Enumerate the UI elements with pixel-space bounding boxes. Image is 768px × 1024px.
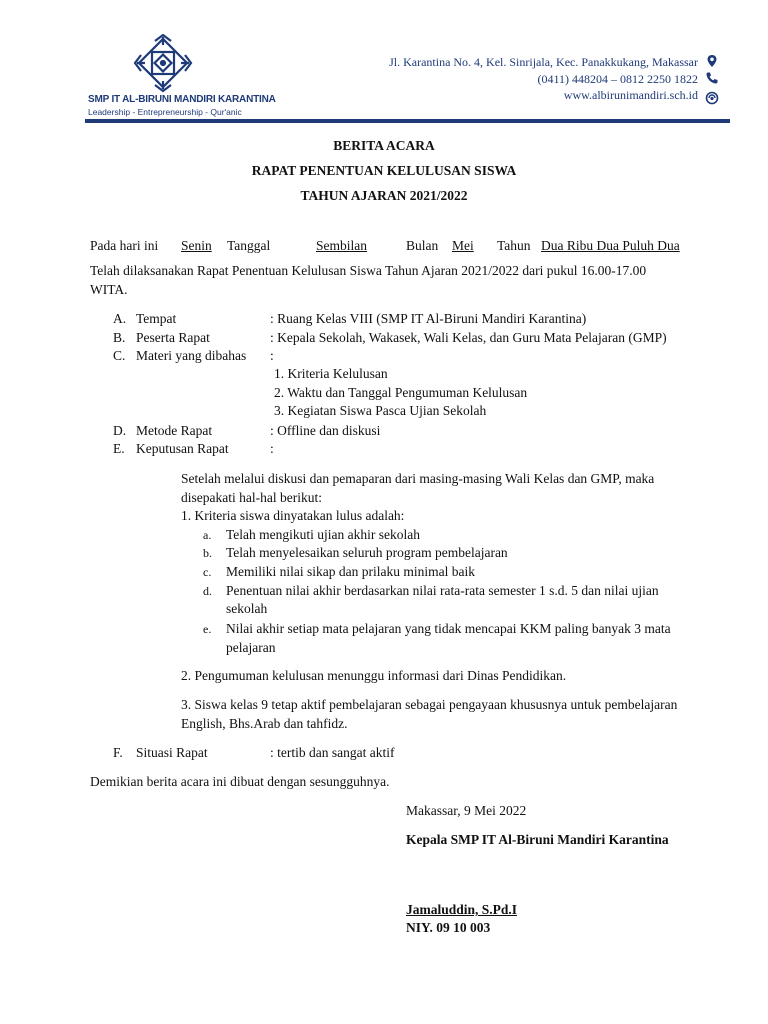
bulan-value: Mei (452, 238, 474, 253)
address-text: Jl. Karantina No. 4, Kel. Sinrijala, Kec. Panakkukang, Makassar (389, 55, 698, 69)
item-f-value: : tertib dan sangat aktif (270, 745, 395, 760)
item-f-label: Situasi Rapat (136, 745, 208, 760)
item-d-marker: D. (113, 423, 127, 438)
criteria-marker: a. (203, 528, 212, 542)
document-subtitle: RAPAT PENENTUAN KELULUSAN SISWA (251, 163, 517, 178)
hari-value: Senin (181, 238, 212, 253)
intro-line-2: WITA. (90, 282, 128, 297)
item-f-marker: F. (113, 745, 123, 760)
logo-emblem-icon (88, 34, 248, 94)
phone-text: (0411) 448204 – 0812 2250 1822 (537, 72, 698, 86)
item-b-value: : Kepala Sekolah, Wakasek, Wali Kelas, dan Guru Mata Pelajaran (GMP) (270, 330, 667, 345)
intro-line-1: Telah dilaksanakan Rapat Penentuan Kelulusan Siswa Tahun Ajaran 2021/2022 dari pukul 16.00-17.00 (90, 263, 647, 278)
school-tagline: Leadership - Entrepreneurship - Qur'anic (88, 107, 242, 117)
criteria-text: Memiliki nilai sikap dan prilaku minimal baik (226, 564, 475, 579)
pada-hari-ini-label: Pada hari ini (90, 238, 159, 253)
decision-point-3-line-2: English, Bhs.Arab dan tahfidz. (181, 716, 348, 731)
criteria-text-cont: sekolah (226, 601, 268, 616)
web-icon (705, 91, 719, 105)
item-d-value: : Offline dan diskusi (270, 423, 381, 438)
item-b-marker: B. (113, 330, 126, 345)
decision-para-line-2: disepakati hal-hal berikut: (181, 490, 322, 505)
item-e-value: : (270, 441, 274, 456)
criteria-marker: e. (203, 622, 212, 636)
signatory-position: Kepala SMP IT Al-Biruni Mandiri Karantina (406, 832, 669, 847)
item-b-label: Peserta Rapat (136, 330, 210, 345)
item-a-value: : Ruang Kelas VIII (SMP IT Al-Biruni Mandiri Karantina) (270, 311, 587, 326)
place-date: Makassar, 9 Mei 2022 (406, 803, 527, 818)
materi-item: 2. Waktu dan Tanggal Pengumuman Kelulusan (274, 385, 528, 400)
location-pin-icon (705, 54, 719, 68)
tanggal-value: Sembilan (316, 238, 367, 253)
criteria-heading: 1. Kriteria siswa dinyatakan lulus adalah: (181, 508, 405, 523)
tanggal-label: Tanggal (227, 238, 271, 253)
document-title: BERITA ACARA (333, 138, 435, 153)
document-year: TAHUN AJARAN 2021/2022 (300, 188, 468, 203)
item-d-label: Metode Rapat (136, 423, 213, 438)
decision-para-line-1: Setelah melalui diskusi dan pemaparan dari masing-masing Wali Kelas dan GMP, maka (181, 471, 655, 486)
item-e-marker: E. (113, 441, 125, 456)
item-c-value: : (270, 348, 274, 363)
criteria-marker: c. (203, 565, 212, 579)
phone-icon (705, 71, 719, 85)
materi-item: 3. Kegiatan Siswa Pasca Ujian Sekolah (274, 403, 487, 418)
tahun-value: Dua Ribu Dua Puluh Dua (541, 238, 680, 253)
tahun-label: Tahun (497, 238, 531, 253)
materi-item: 1. Kriteria Kelulusan (274, 366, 388, 381)
criteria-text-cont: pelajaran (226, 640, 276, 655)
criteria-text: Telah mengikuti ujian akhir sekolah (226, 527, 421, 542)
item-a-marker: A. (113, 311, 127, 326)
signatory-name: Jamaluddin, S.Pd.I (406, 902, 518, 917)
item-a-label: Tempat (136, 311, 177, 326)
criteria-marker: b. (203, 546, 212, 560)
item-e-label: Keputusan Rapat (136, 441, 229, 456)
criteria-text: Telah menyelesaikan seluruh program pembelajaran (226, 545, 508, 560)
item-c-marker: C. (113, 348, 126, 363)
decision-point-3-line-1: 3. Siswa kelas 9 tetap aktif pembelajaran sebagai pengayaan khususnya untuk pembelajaran (181, 697, 678, 712)
header-divider (85, 119, 730, 123)
item-c-label: Materi yang dibahas (136, 348, 247, 363)
criteria-text: Nilai akhir setiap mata pelajaran yang tidak mencapai KKM paling banyak 3 mata (226, 621, 671, 636)
bulan-label: Bulan (406, 238, 439, 253)
criteria-text: Penentuan nilai akhir berdasarkan nilai rata-rata semester 1 s.d. 5 dan nilai ujian (226, 583, 659, 598)
criteria-marker: d. (203, 584, 212, 598)
school-name: SMP IT AL-BIRUNI MANDIRI KARANTINA (88, 94, 276, 105)
website-text[interactable]: www.albirunimandiri.sch.id (563, 88, 698, 102)
signatory-niy: NIY. 09 10 003 (406, 920, 491, 935)
closing-statement: Demikian berita acara ini dibuat dengan sesungguhnya. (90, 774, 390, 789)
decision-point-2: 2. Pengumuman kelulusan menunggu informasi dari Dinas Pendidikan. (181, 668, 567, 683)
